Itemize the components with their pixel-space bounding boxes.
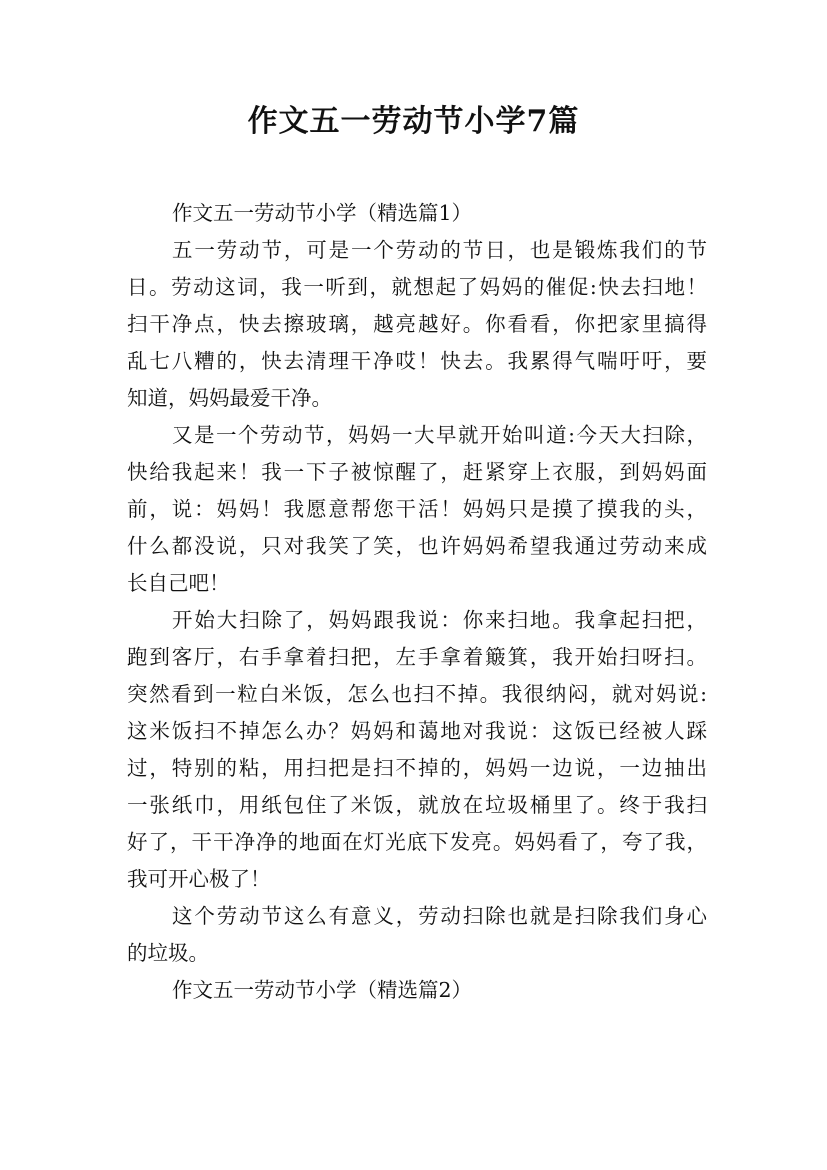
paragraph-line: 日。劳动这词，我一听到，就想起了妈妈的催促:快去扫地！ — [127, 275, 707, 299]
paragraph-line: 扫干净点，快去擦玻璃，越亮越好。你看看，你把家里搞得 — [127, 312, 707, 336]
paragraph-line: 这米饭扫不掉怎么办？妈妈和蔼地对我说：这饭已经被人踩 — [127, 719, 707, 743]
paragraph-line: 开始大扫除了，妈妈跟我说：你来扫地。我拿起扫把， — [172, 608, 707, 632]
section-heading-1: 作文五一劳动节小学（精选篇1） — [172, 201, 473, 225]
paragraph-line: 过，特别的粘，用扫把是扫不掉的，妈妈一边说，一边抽出 — [127, 756, 707, 780]
paragraph-line: 什么都没说，只对我笑了笑，也许妈妈希望我通过劳动来成 — [127, 534, 707, 558]
paragraph-line: 一张纸巾，用纸包住了米饭，就放在垃圾桶里了。终于我扫 — [127, 793, 707, 817]
paragraph-line: 乱七八糟的，快去清理干净哎！快去。我累得气喘吁吁，要 — [127, 349, 707, 373]
paragraph-line: 五一劳动节，可是一个劳动的节日，也是锻炼我们的节 — [172, 238, 707, 262]
section-heading-2: 作文五一劳动节小学（精选篇2） — [172, 978, 473, 1002]
document-title: 作文五一劳动节小学7篇 — [247, 104, 580, 139]
paragraph-line: 知道，妈妈最爱干净。 — [127, 386, 332, 410]
paragraph-line: 长自己吧！ — [127, 571, 230, 595]
paragraph-line: 突然看到一粒白米饭，怎么也扫不掉。我很纳闷，就对妈说: — [127, 682, 707, 706]
paragraph-line: 又是一个劳动节，妈妈一大早就开始叫道:今天大扫除， — [172, 423, 707, 447]
paragraph-line: 这个劳动节这么有意义，劳动扫除也就是扫除我们身心 — [172, 904, 707, 928]
paragraph-line: 的垃圾。 — [127, 941, 209, 965]
paragraph-line: 好了，干干净净的地面在灯光底下发亮。妈妈看了，夸了我， — [127, 830, 707, 854]
paragraph-line: 快给我起来！我一下子被惊醒了，赶紧穿上衣服，到妈妈面 — [127, 460, 707, 484]
paragraph-line: 前，说：妈妈！我愿意帮您干活！妈妈只是摸了摸我的头， — [127, 497, 707, 521]
paragraph-line: 我可开心极了！ — [127, 867, 271, 891]
paragraph-line: 跑到客厅，右手拿着扫把，左手拿着簸箕，我开始扫呀扫。 — [127, 645, 707, 669]
document-body — [127, 195, 707, 1009]
